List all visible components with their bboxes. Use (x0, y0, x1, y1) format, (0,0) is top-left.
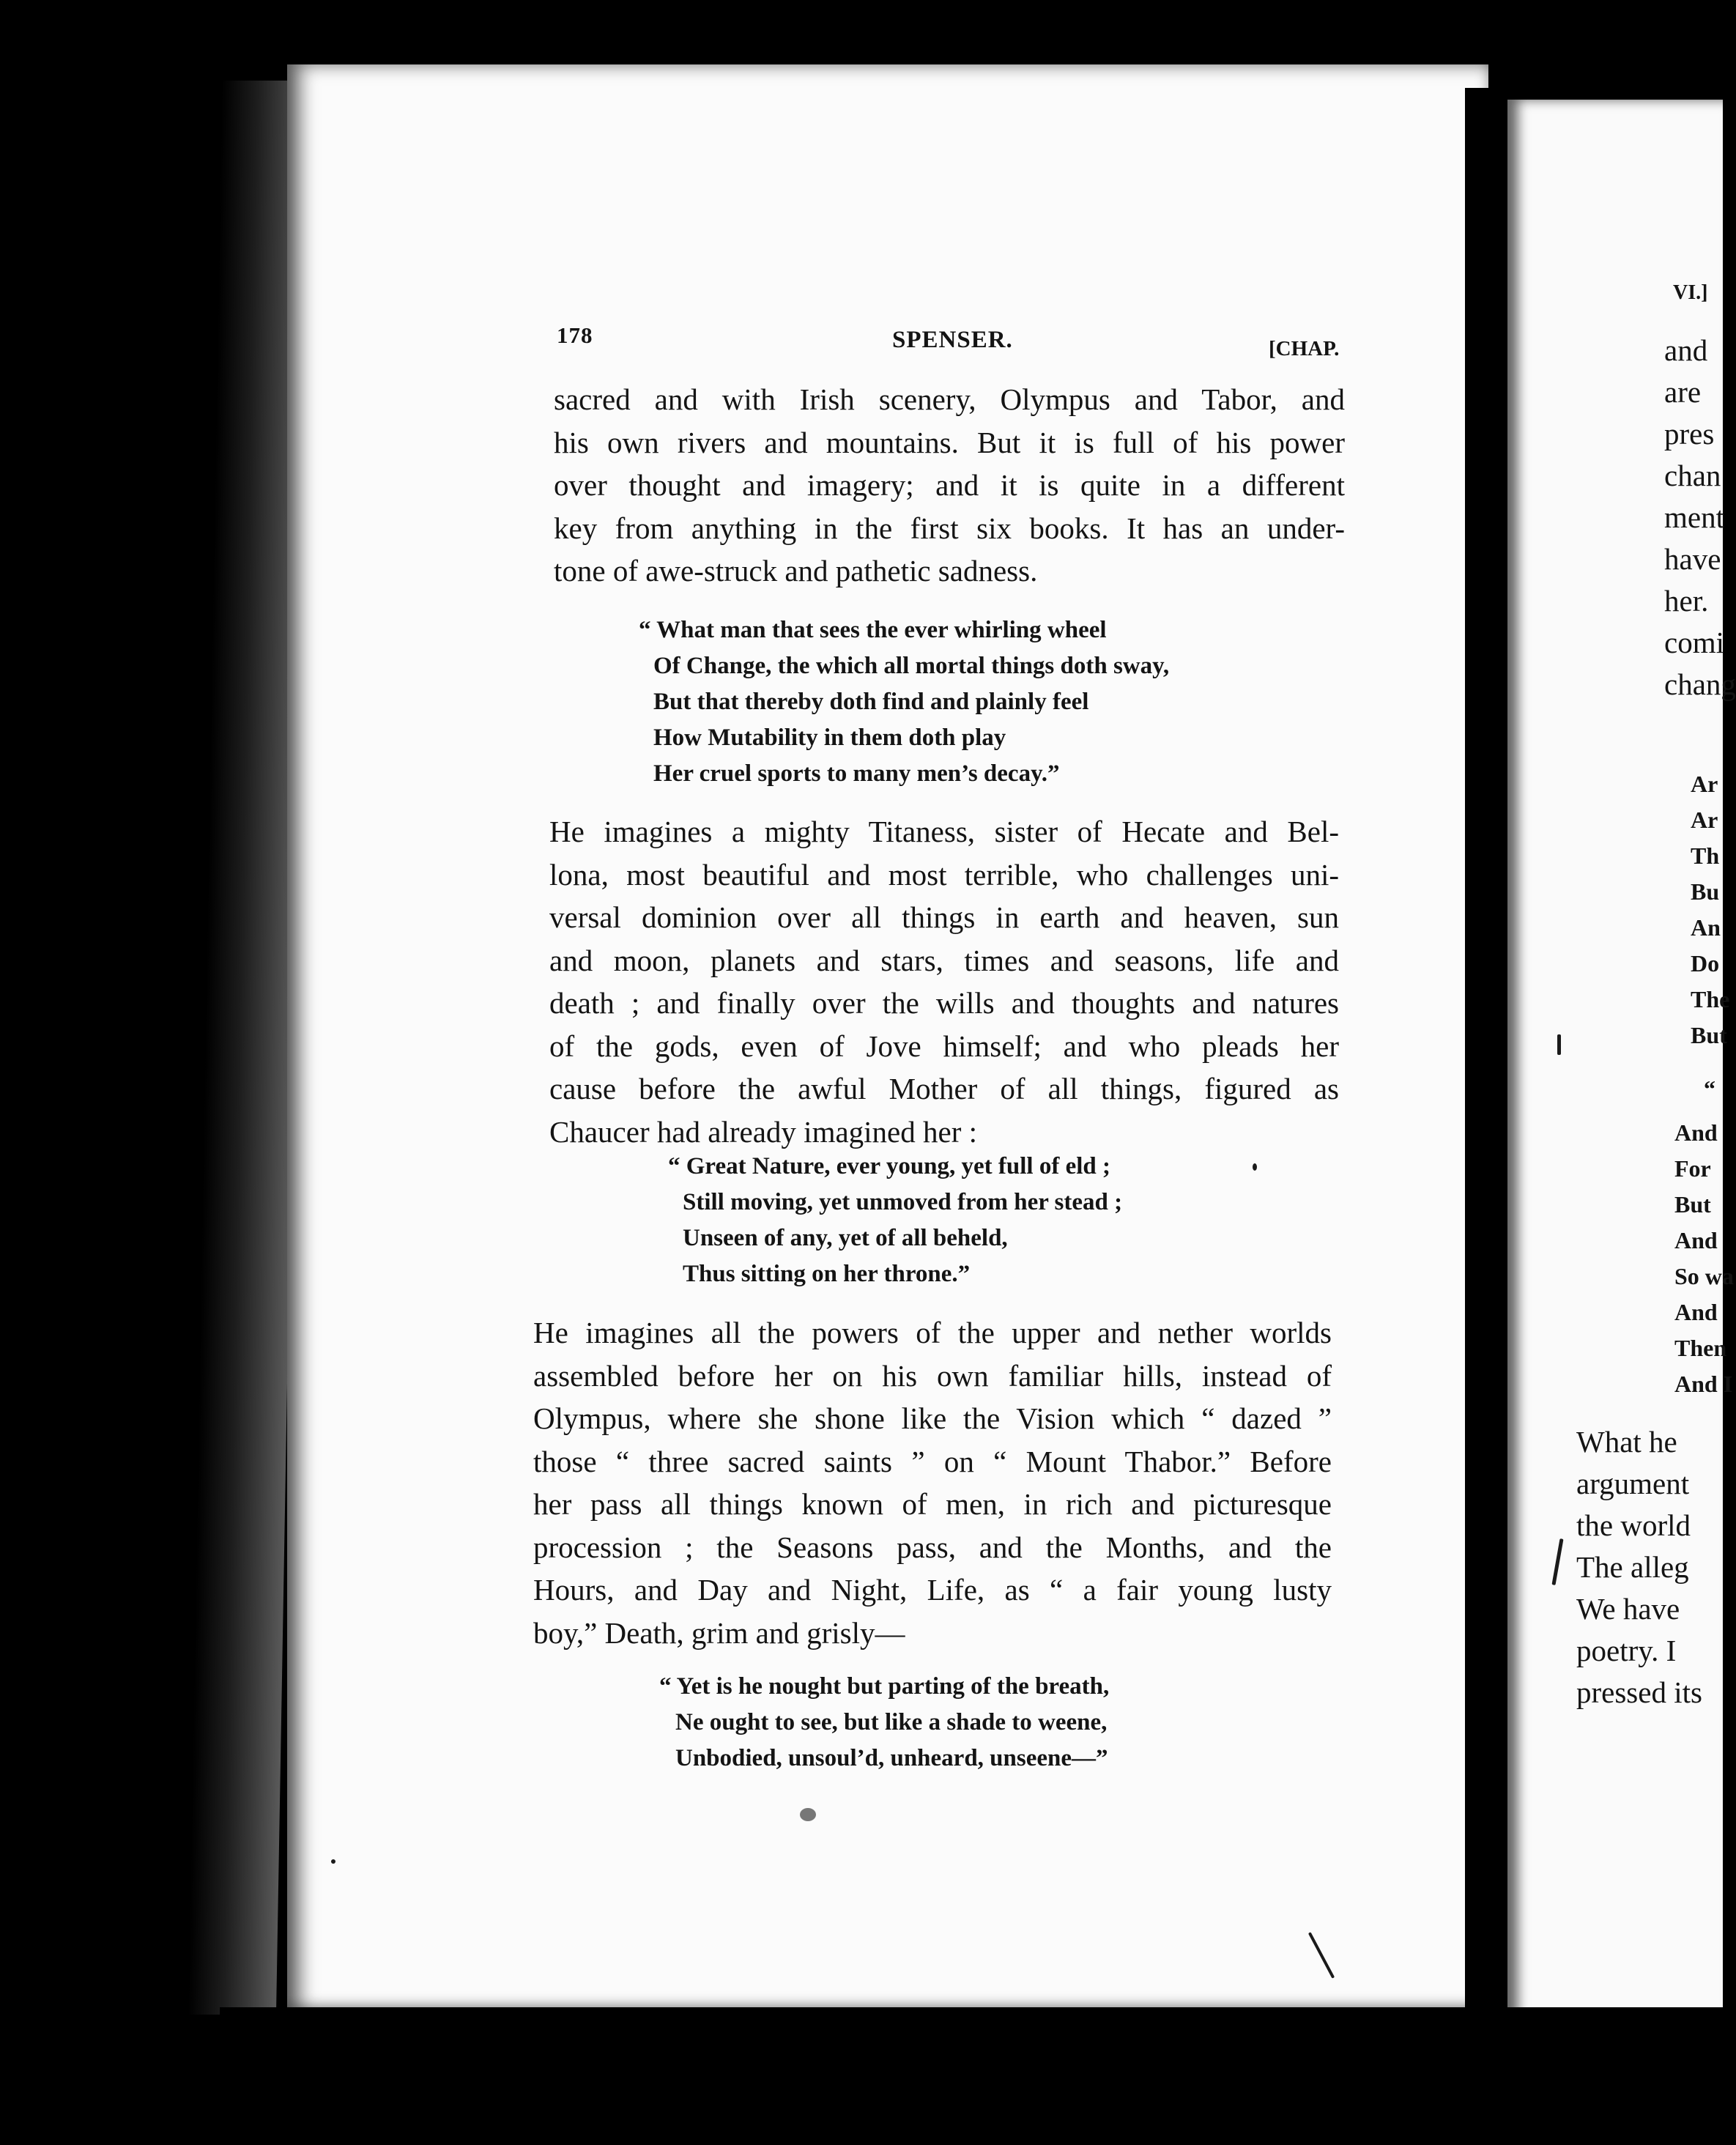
right-page-fragment: And (1674, 1299, 1718, 1325)
verse-line: Unseen of any, yet of all beheld, (683, 1225, 1008, 1251)
right-running-head: VI.] (1673, 281, 1708, 304)
right-page-fragment: The alleg (1576, 1550, 1689, 1584)
text-line: death ; and finally over the wills and thoughts and natures (549, 986, 1339, 1020)
right-page-fragment: Do (1691, 950, 1720, 977)
page-number: 178 (557, 322, 593, 348)
right-page-fragment: and (1664, 333, 1708, 367)
right-page-fragment: chan (1664, 459, 1721, 492)
text-line: sacred and with Irish scenery, Olympus and Tabor, and (554, 382, 1345, 416)
text-line: He imagines all the powers of the upper and nether worlds (533, 1316, 1332, 1349)
right-page-fragment: For (1674, 1155, 1711, 1182)
verse-line: Still moving, yet unmoved from her stead ; (683, 1189, 1123, 1215)
verse-line: “ What man that sees the ever whirling wheel (639, 617, 1107, 643)
text-line: key from anything in the first six books. It has an under- (554, 511, 1345, 545)
verse-quote-1 (639, 612, 1225, 792)
right-page-fragment: argument (1576, 1467, 1690, 1500)
scan-speck (331, 1859, 335, 1864)
text-line: assembled before her on his own familiar hills, instead of (533, 1358, 1332, 1393)
right-page-fragment: Bu (1691, 878, 1720, 905)
verse-line: Thus sitting on her throne.” (683, 1261, 971, 1287)
right-page-fragment: Ar (1691, 807, 1718, 833)
right-page-fragment: chang (1664, 667, 1736, 701)
right-page-fragment: poetry. I (1576, 1634, 1677, 1667)
verse-line: How Mutability in them doth play (653, 725, 1006, 751)
running-title: SPENSER. (892, 327, 1013, 353)
right-page-fragment: What he (1576, 1425, 1677, 1459)
right-page-fragment: So wa (1674, 1263, 1734, 1289)
text-line: of the gods, even of Jove himself; and who pleads her (549, 1029, 1339, 1063)
text-line: over thought and imagery; and it is quite in a different (554, 468, 1345, 502)
text-line: Hours, and Day and Night, Life, as “ a fair young lusty (533, 1573, 1332, 1607)
text-line: Olympus, where she shone like the Vision which “ dazed ” (533, 1401, 1332, 1435)
scan-speck (1308, 1932, 1335, 1979)
right-quote-mark: “ (1704, 1075, 1715, 1102)
verse-line: “ Great Nature, ever young, yet full of eld ; (668, 1153, 1110, 1179)
right-page-fragment: ment (1664, 500, 1724, 534)
right-page-fragment: An (1691, 914, 1721, 941)
verse-line: Unbodied, unsoul’d, unheard, unseene—” (675, 1745, 1108, 1771)
text-line: versal dominion over all things in earth and heaven, sun (549, 900, 1339, 934)
right-page-fragment: her. (1664, 584, 1709, 618)
text-line: and moon, planets and stars, times and seasons, life and (549, 943, 1339, 977)
verse-line: Ne ought to see, but like a shade to weene, (675, 1709, 1108, 1735)
left-page (287, 64, 1488, 2015)
scan-speck (1253, 1163, 1257, 1171)
scan-speck (800, 1808, 816, 1821)
verse-quote-3 (659, 1669, 1245, 1777)
right-page-fragment: comi (1664, 626, 1724, 659)
right-page-fragment: The (1691, 986, 1730, 1012)
text-line: procession ; the Seasons pass, and the Months, and the (533, 1530, 1332, 1564)
right-page-fragment: But (1691, 1022, 1727, 1048)
right-page-fragment: Ar (1691, 771, 1718, 797)
right-page-fragment: the world (1576, 1508, 1691, 1542)
right-page-fragment: And (1674, 1227, 1718, 1253)
right-page-fragment: And I (1674, 1371, 1733, 1397)
paragraph-2 (549, 810, 1339, 1153)
scan-bottom-edge (220, 2007, 1723, 2145)
right-page (1507, 100, 1736, 2025)
verse-quote-2 (668, 1149, 1181, 1292)
right-page-fragment: Then (1674, 1335, 1727, 1361)
chapter-marker: [CHAP. (1269, 337, 1340, 360)
verse-line: Of Change, the which all mortal things doth sway, (653, 653, 1170, 679)
right-page-fragment: have (1664, 542, 1721, 576)
scan-speck (1551, 1538, 1563, 1585)
paragraph-3 (533, 1311, 1332, 1654)
right-page-fragment: But (1674, 1191, 1711, 1218)
right-page-fragment: are (1664, 375, 1702, 409)
right-page-fragment: We have (1576, 1592, 1680, 1626)
right-page-fragment: pres (1664, 417, 1715, 451)
text-line: boy,” Death, grim and grisly— (533, 1615, 905, 1650)
text-line: lona, most beautiful and most terrible, who challenges uni- (549, 857, 1339, 892)
text-line: her pass all things known of men, in rich and picturesque (533, 1487, 1332, 1521)
verse-line: “ Yet is he nought but parting of the breath, (659, 1673, 1110, 1700)
text-line: Chaucer had already imagined her : (549, 1114, 977, 1149)
scan-speck (1557, 1034, 1561, 1055)
verse-line: Her cruel sports to many men’s decay.” (653, 760, 1060, 787)
paragraph-1 (554, 378, 1345, 593)
text-line: those “ three sacred saints ” on “ Mount Thabor.” Before (533, 1444, 1332, 1478)
right-page-fragment: pressed its (1576, 1675, 1702, 1709)
right-page-fragment: And (1674, 1119, 1718, 1146)
running-head (287, 253, 1488, 360)
text-line: cause before the awful Mother of all things, figured as (549, 1072, 1339, 1105)
text-line: tone of awe-struck and pathetic sadness. (554, 554, 1038, 588)
text-line: He imagines a mighty Titaness, sister of Hecate and Bel- (549, 815, 1339, 848)
text-line: his own rivers and mountains. But it is full of his power (554, 425, 1345, 459)
right-page-fragment: Th (1691, 842, 1720, 869)
verse-line: But that thereby doth find and plainly feel (653, 689, 1089, 715)
